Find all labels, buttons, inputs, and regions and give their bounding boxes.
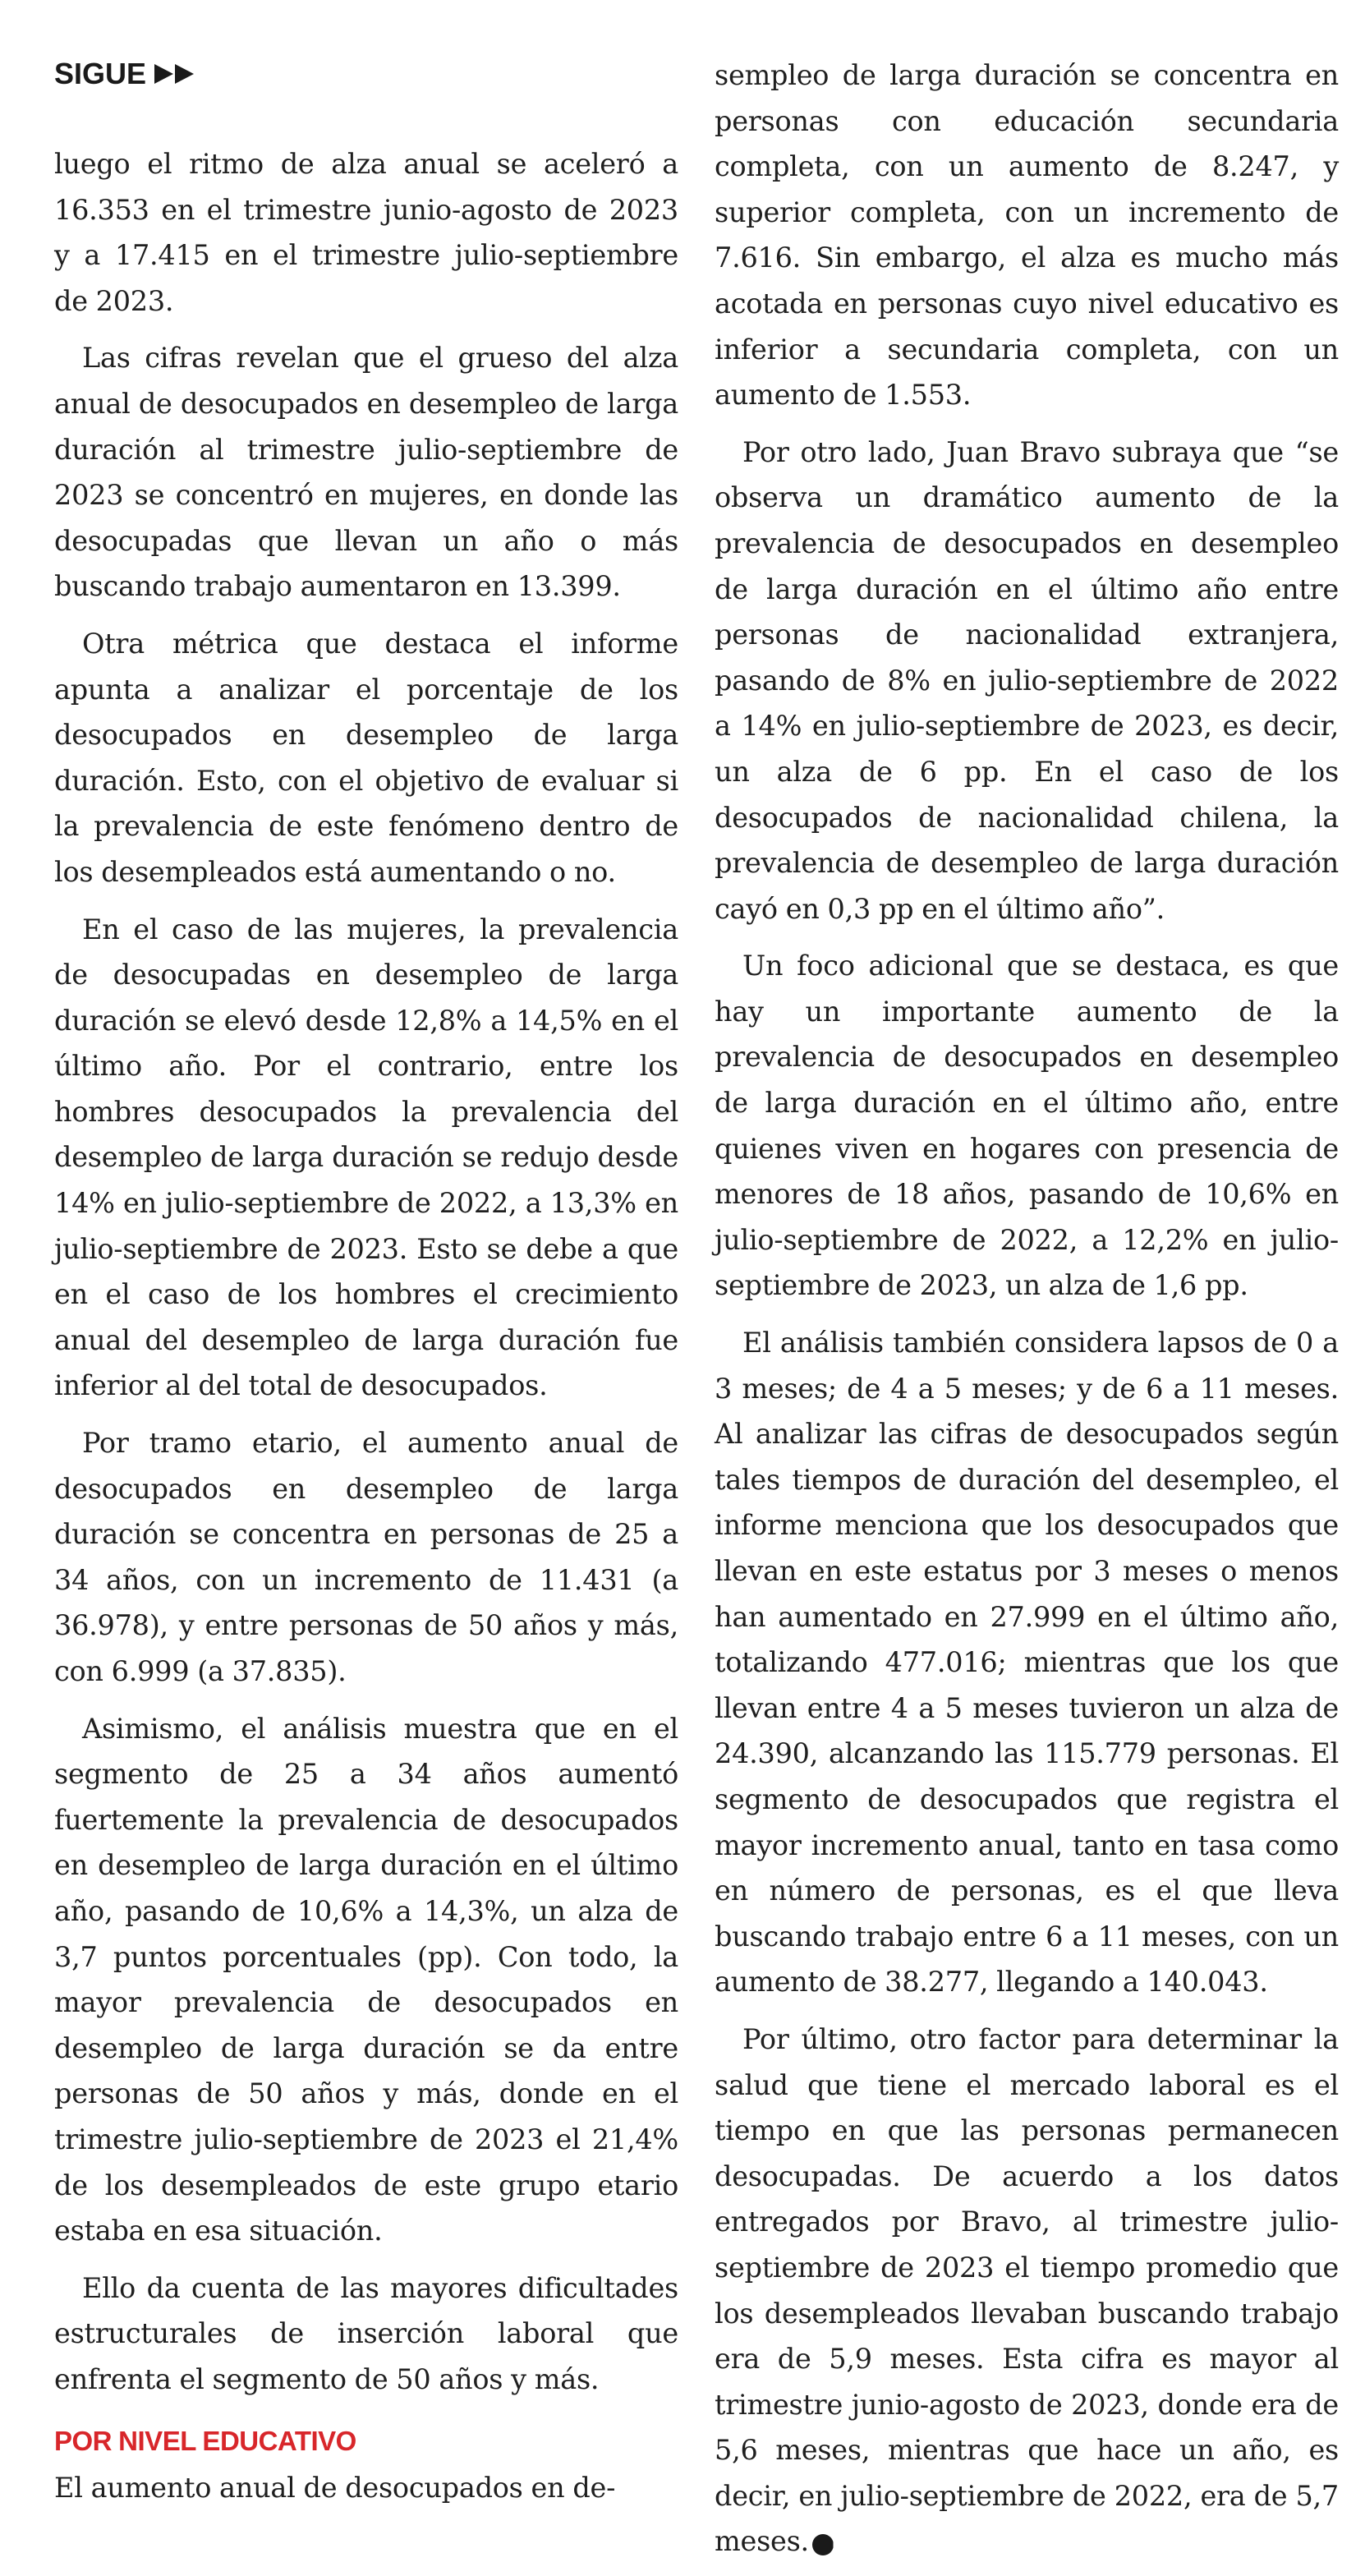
paragraph: sempleo de larga duración se concentra en personas con educación secundaria completa, con un aumento de 8.247, y superior completa, con un incremento de 7.616. Sin embargo, el alza es mucho más acotada en personas cuyo nivel educativo es inferior a secundaria completa, con un aumento de 1.553. — [715, 59, 1339, 412]
paragraph: Por otro lado, Juan Bravo subraya que “se observa un dramático aumento de la prevalencia de desocupados en desempleo de larga duración en el último año entre personas de nacionalidad extranjera, pasando de 8% en julio-septiembre de 2022 a 14% en julio-septiembre de 2023, es decir, un alza de 6 pp. En el caso de los desocupados de nacionalidad chilena, la prevalencia de desempleo de larga duración cayó en 0,3 pp en el último año”. — [715, 435, 1339, 925]
paragraph: El aumento anual de desocupados en de- — [54, 2471, 616, 2504]
paragraph-text: Por último, otro factor para determinar la salud que tiene el mercado laboral es el tiempo en que las personas permanecen desocupadas. De acuerdo a los datos entregados por Bravo, al trimestre julio-septiembre de 2023 el tiempo promedio que los desempleados llevaban buscando trabajo era de 5,9 meses. Esta cifra es mayor al trimestre junio-agosto de 2023, donde era de 5,6 meses, mientras que hace un año, es decir, en julio-septiembre de 2022, era de 5,7 meses. — [715, 2022, 1339, 2558]
paragraph: En el caso de las mujeres, la prevalencia de desocupadas en desempleo de larga duración se elevó desde 12,8% a 14,5% en el último año. Por el contrario, entre los hombres desocupados la prevalencia del desempleo de larga duración se redujo desde 14% en julio-septiembre de 2022, a 13,3% en julio-septiembre de 2023. Esto se debe a que en el caso de los hombres el crecimiento anual del desempleo de larga duración fue inferior al del total de desocupados. — [54, 913, 678, 1402]
left-column — [54, 0, 678, 2522]
paragraph: El análisis también considera lapsos de 0 a 3 meses; de 4 a 5 meses; y de 6 a 11 meses. Al analizar las cifras de desocupados según tales tiempos de duración del desempleo, el informe menciona que los desocupados que llevan en este estatus por 3 meses o menos han aumentado en 27.999 en el último año, totalizando 477.016; mientras que los que llevan entre 4 a 5 meses tuvieron un alza de 24.390, alcanzando las 115.779 personas. El segmento de desocupados que registra el mayor incremento anual, tanto en tasa como en número de personas, es el que lleva buscando trabajo entre 6 a 11 meses, con un aumento de 38.277, llegando a 140.043. — [715, 1327, 1339, 1999]
paragraph: Por tramo etario, el aumento anual de desocupados en desempleo de larga duración se concentra en personas de 25 a 34 años, con un incremento de 11.431 (a 36.978), y entre personas de 50 años y más, con 6.999 (a 37.835). — [54, 1427, 678, 1687]
paragraph: Un foco adicional que se destaca, es que hay un importante aumento de la prevalencia de desocupados en desempleo de larga duración en el último año, entre quienes viven en hogares con presencia de menores de 18 años, pasando de 10,6% en julio-septiembre de 2022, a 12,2% en julio-septiembre de 2023, un alza de 1,6 pp. — [715, 950, 1339, 1302]
right-column — [715, 0, 1339, 2576]
double-play-arrows-icon — [154, 63, 195, 85]
final-paragraph — [715, 2017, 1339, 2564]
end-of-article-icon: P — [812, 2534, 834, 2555]
sigue-label: SIGUE — [54, 57, 147, 90]
paragraph: luego el ritmo de alza anual se aceleró a 16.353 en el trimestre junio-agosto de 2023 y a 17.415 en el trimestre julio-septiembre de 2023. — [54, 148, 678, 317]
section-heading: POR NIVEL EDUCATIVO — [54, 2425, 356, 2456]
paragraph: Otra métrica que destaca el informe apunta a analizar el porcentaje de los desocupados en desempleo de larga duración. Esto, con el objetivo de evaluar si la prevalencia de este fenómeno dentro de los desempleados está aumentando o no. — [54, 627, 678, 888]
right-column-body — [715, 53, 1339, 2564]
paragraph: Las cifras revelan que el grueso del alza anual de desocupados en desempleo de larga duración al trimestre julio-septiembre de 2023 se concentró en mujeres, en donde las desocupadas que llevan un año o más buscando trabajo aumentaron en 13.399. — [54, 342, 678, 603]
paragraph: Ello da cuenta de las mayores dificultades estructurales de inserción laboral que enfrenta el segmento de 50 años y más. — [54, 2271, 678, 2395]
sigue-continuation-marker — [54, 48, 678, 100]
paragraph: Asimismo, el análisis muestra que en el segmento de 25 a 34 años aumentó fuertemente la prevalencia de desocupados en desempleo de larga duración en el último año, pasando de 10,6% a 14,3%, un alza de 3,7 puntos porcentuales (pp). Con todo, la mayor prevalencia de desocupados en desempleo de larga duración se da entre personas de 50 años y más, donde en el trimestre julio-septiembre de 2023 el 21,4% de los desempleados de este grupo etario estaba en esa situación. — [54, 1712, 678, 2247]
left-column-body — [54, 141, 678, 2510]
